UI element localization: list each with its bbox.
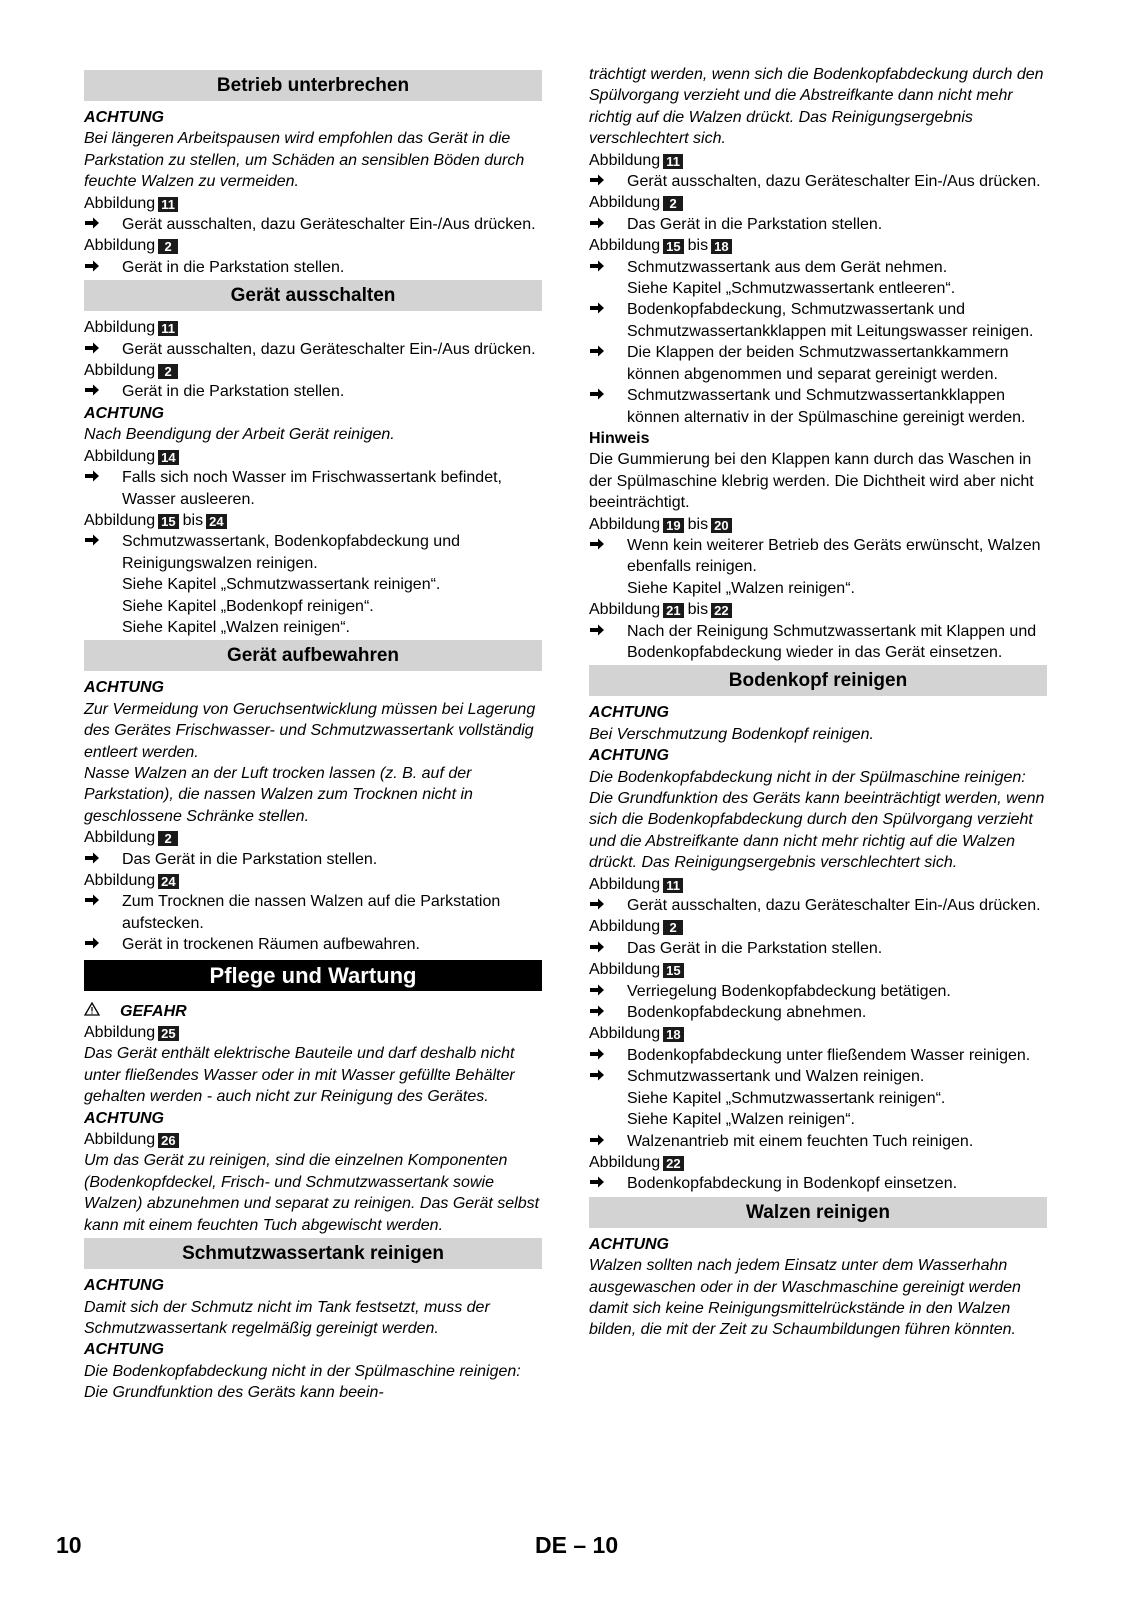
figure-number: 21: [663, 603, 683, 618]
figure-reference: [84, 446, 542, 467]
paragraph: Die Gummierung bei den Klappen kann durch das Waschen in der Spülmaschine klebrig werden. Die Dichtheit wird aber nicht beeinträchtigt.: [589, 451, 1034, 512]
figure-number: 26: [158, 1133, 178, 1148]
arrow-right-icon: [84, 467, 104, 488]
instruction-step: [84, 381, 542, 402]
figure-range-joiner: bis: [687, 237, 709, 255]
instruction-step: [84, 531, 542, 574]
cross-reference: Siehe Kapitel „Bodenkopf reinigen“.: [122, 597, 374, 615]
figure-reference: [84, 1022, 542, 1043]
instruction-text: Das Gerät in die Parkstation stellen.: [627, 215, 883, 233]
danger-label: [84, 1001, 542, 1022]
figure-reference: [589, 514, 1047, 535]
italic-paragraph: Bei Verschmutzung Bodenkopf reinigen.: [589, 725, 874, 743]
italic-paragraph: Das Gerät enthält elektrische Bauteile und darf deshalb nicht unter fließendes Wasser oder in mit Wasser gefüllte Behälter gehalten werden - auch nicht zur Reinigung des Gerätes.: [84, 1045, 515, 1106]
arrow-right-icon: [589, 535, 609, 556]
arrow-right-icon: [589, 214, 609, 235]
figure-label: Abbildung: [589, 194, 661, 212]
instruction-text: Wenn kein weiterer Betrieb des Geräts erwünscht, Walzen ebenfalls reinigen.: [627, 536, 1041, 576]
italic-paragraph: Zur Vermeidung von Geruchsentwicklung müssen bei Lagerung des Gerätes Frischwasser- und Schmutzwassertank vollständig entleert werden.: [84, 700, 536, 761]
figure-label: Abbildung: [589, 1153, 661, 1171]
arrow-right-icon: [84, 381, 104, 402]
warning-label: ACHTUNG: [589, 747, 669, 765]
arrow-right-icon: [84, 531, 104, 552]
figure-label: Abbildung: [84, 447, 156, 465]
arrow-right-icon: [589, 621, 609, 642]
warning-label: ACHTUNG: [84, 1109, 164, 1127]
figure-number: 14: [158, 450, 178, 465]
figure-number: 2: [158, 831, 178, 846]
figure-reference: [589, 235, 1047, 256]
figure-number: 20: [711, 518, 731, 533]
figure-label: Abbildung: [589, 1025, 661, 1043]
figure-label: Abbildung: [84, 511, 156, 529]
figure-label: Abbildung: [589, 237, 661, 255]
figure-number: 2: [158, 239, 178, 254]
instruction-step: [589, 1066, 1047, 1087]
figure-reference: [84, 235, 542, 256]
figure-reference: [589, 192, 1047, 213]
arrow-right-icon: [589, 1173, 609, 1194]
figure-label: Abbildung: [84, 872, 156, 889]
instruction-step: [589, 895, 1047, 916]
arrow-right-icon: [589, 1131, 609, 1152]
warning-label: ACHTUNG: [84, 404, 164, 422]
cross-reference: Siehe Kapitel „Walzen reinigen“.: [627, 579, 855, 597]
instruction-text: Das Gerät in die Parkstation stellen.: [122, 850, 378, 868]
instruction-text: Walzenantrieb mit einem feuchten Tuch reinigen.: [627, 1132, 974, 1150]
figure-reference: [84, 317, 542, 338]
figure-label: Abbildung: [589, 875, 661, 893]
figure-reference: [589, 1152, 1047, 1173]
arrow-right-icon: [84, 257, 104, 278]
warning-label: ACHTUNG: [589, 704, 669, 722]
arrow-right-icon: [589, 1045, 609, 1066]
instruction-text: Schmutzwassertank und Schmutzwassertankklappen können alternativ in der Spülmaschine gereinigt werden.: [627, 387, 1026, 426]
instruction-step: [589, 1002, 1047, 1023]
instruction-text: Verriegelung Bodenkopfabdeckung betätigen.: [627, 982, 951, 1000]
instruction-step: [84, 934, 542, 955]
section-heading: Schmutzwassertank reinigen: [84, 1238, 542, 1269]
figure-reference: [589, 959, 1047, 980]
page-number: 10: [56, 1532, 82, 1558]
figure-number: 24: [206, 514, 226, 529]
instruction-step: [84, 849, 542, 870]
danger-text: GEFAHR: [120, 1002, 187, 1020]
figure-reference: [589, 599, 1047, 620]
italic-paragraph: Nasse Walzen an der Luft trocken lassen (z. B. auf der Parkstation), die nassen Walzen zum Trocknen nicht in geschlossene Schränke stellen.: [84, 764, 473, 825]
figure-label: Abbildung: [589, 961, 661, 979]
figure-range-joiner: bis: [687, 601, 709, 619]
arrow-right-icon: [84, 339, 104, 360]
arrow-right-icon: [84, 214, 104, 235]
italic-paragraph: Nach Beendigung der Arbeit Gerät reinigen.: [84, 426, 395, 444]
instruction-step: [589, 214, 1047, 235]
instruction-step: [589, 1045, 1047, 1066]
instruction-text: Bodenkopfabdeckung abnehmen.: [627, 1004, 867, 1022]
figure-number: 2: [663, 920, 683, 935]
figure-reference: [589, 874, 1047, 895]
figure-label: Abbildung: [84, 362, 156, 380]
instruction-text: Gerät ausschalten, dazu Geräteschalter Ein-/Aus drücken.: [122, 340, 536, 358]
figure-number: 11: [158, 197, 178, 212]
instruction-step: [84, 257, 542, 278]
note-label: Hinweis: [589, 429, 650, 447]
instruction-step: [589, 257, 1047, 278]
instruction-text: Die Klappen der beiden Schmutzwassertankkammern können abgenommen und separat gereinigt werden.: [627, 344, 1009, 383]
instruction-text: Falls sich noch Wasser im Frischwassertank befindet, Wasser ausleeren.: [122, 469, 502, 508]
page-label: DE – 10: [535, 1532, 619, 1558]
figure-number: 18: [711, 239, 731, 254]
figure-number: 24: [158, 874, 178, 889]
warning-label: ACHTUNG: [589, 1235, 669, 1253]
instruction-text: Gerät ausschalten, dazu Geräteschalter Ein-/Aus drücken.: [122, 216, 536, 234]
cross-reference: Siehe Kapitel „Walzen reinigen“.: [122, 618, 350, 636]
figure-reference: [589, 1023, 1047, 1044]
figure-label: Abbildung: [84, 319, 156, 337]
figure-number: 11: [158, 321, 178, 336]
figure-reference: [589, 150, 1047, 171]
section-heading: Gerät ausschalten: [84, 280, 542, 311]
section-heading: Betrieb unterbrechen: [84, 70, 542, 101]
warning-triangle-icon: [84, 1001, 106, 1022]
arrow-right-icon: [589, 1002, 609, 1023]
italic-paragraph: Die Bodenkopfabdeckung nicht in der Spülmaschine reinigen: Die Grundfunktion des Geräts kann beein-: [84, 1362, 521, 1402]
figure-range-joiner: bis: [182, 511, 204, 529]
instruction-step: [84, 339, 542, 360]
instruction-step: [589, 171, 1047, 192]
figure-reference: [589, 916, 1047, 937]
arrow-right-icon: [589, 1066, 609, 1087]
arrow-right-icon: [84, 934, 104, 955]
section-heading: Walzen reinigen: [589, 1197, 1047, 1228]
arrow-right-icon: [84, 891, 104, 912]
figure-label: Abbildung: [84, 237, 156, 255]
left-column: [84, 68, 542, 1404]
figure-label: Abbildung: [84, 1024, 156, 1042]
instruction-text: Das Gerät in die Parkstation stellen.: [627, 939, 883, 957]
instruction-text: Gerät in trockenen Räumen aufbewahren.: [122, 936, 420, 954]
instruction-step: [589, 1131, 1047, 1152]
figure-label: Abbildung: [84, 829, 156, 847]
section-heading: Bodenkopf reinigen: [589, 665, 1047, 696]
italic-paragraph: Walzen sollten nach jedem Einsatz unter dem Wasserhahn ausgewaschen oder in der Waschmaschine gereinigt werden damit sich keine Reinigungsmittelrückstände in den Walzen bilden, die mit der Zeit zu Schaumbildungen führen könnten.: [589, 1257, 1021, 1339]
arrow-right-icon: [84, 849, 104, 870]
figure-range-joiner: bis: [687, 515, 709, 533]
instruction-text: Bodenkopfabdeckung in Bodenkopf einsetzen.: [627, 1175, 958, 1193]
figure-label: Abbildung: [589, 515, 661, 533]
figure-number: 11: [663, 878, 683, 893]
section-heading: Gerät aufbewahren: [84, 640, 542, 671]
cross-reference: Siehe Kapitel „Walzen reinigen“.: [627, 1111, 855, 1129]
figure-reference: [84, 1129, 542, 1150]
warning-label: ACHTUNG: [84, 1277, 164, 1295]
figure-number: 11: [663, 154, 683, 169]
arrow-right-icon: [589, 299, 609, 320]
arrow-right-icon: [589, 257, 609, 278]
figure-label: Abbildung: [589, 601, 661, 619]
instruction-text: Nach der Reinigung Schmutzwassertank mit Klappen und Bodenkopfabdeckung wieder in das Gerät einsetzen.: [627, 622, 1037, 661]
figure-number: 15: [158, 514, 178, 529]
instruction-text: Schmutzwassertank, Bodenkopfabdeckung und Reinigungswalzen reinigen.: [122, 533, 460, 572]
figure-number: 25: [158, 1026, 178, 1041]
instruction-text: Gerät ausschalten, dazu Geräteschalter Ein-/Aus drücken.: [627, 897, 1041, 915]
italic-paragraph: Um das Gerät zu reinigen, sind die einzelnen Komponenten (Bodenkopfdeckel, Frisch- und Schmutzwassertank sowie Walzen) abzunehmen und separat zu reinigen. Das Gerät selbst kann mit einem feuchten Tuch abgewischt werden.: [84, 1152, 540, 1234]
arrow-right-icon: [589, 342, 609, 363]
instruction-step: [589, 535, 1047, 578]
warning-label: ACHTUNG: [84, 1341, 164, 1359]
italic-paragraph: Die Bodenkopfabdeckung nicht in der Spülmaschine reinigen: Die Grundfunktion des Geräts kann beeinträchtigt werden, wenn sich die Bodenkopfabdeckung durch den Spülvorgang verzieht und die Abstreifkante dann nicht mehr richtig auf die Walzen drückt. Das Reinigungsergebnis verschlechtert sich.: [589, 768, 1045, 872]
figure-reference: [84, 827, 542, 848]
instruction-step: [589, 938, 1047, 959]
figure-reference: [84, 870, 542, 891]
cross-reference: Siehe Kapitel „Schmutzwassertank reinigen“.: [627, 1089, 946, 1107]
cross-reference: Siehe Kapitel „Schmutzwassertank reinigen“.: [122, 576, 441, 594]
italic-paragraph: Bei längeren Arbeitspausen wird empfohlen das Gerät in die Parkstation zu stellen, um Schäden an sensiblen Böden durch feuchte Walzen zu vermeiden.: [84, 130, 525, 191]
warning-label: ACHTUNG: [84, 109, 164, 126]
figure-label: Abbildung: [589, 918, 661, 936]
figure-number: 22: [711, 603, 731, 618]
chapter-heading: Pflege und Wartung: [84, 960, 542, 991]
instruction-text: Bodenkopfabdeckung unter fließendem Wasser reinigen.: [627, 1046, 1031, 1064]
instruction-step: [589, 981, 1047, 1002]
italic-paragraph: trächtigt werden, wenn sich die Bodenkopfabdeckung durch den Spülvorgang verzieht und die Abstreifkante dann nicht mehr richtig auf die Walzen drückt. Das Reinigungsergebnis verschlechtert sich.: [589, 66, 1044, 148]
figure-label: Abbildung: [84, 1131, 156, 1149]
figure-number: 18: [663, 1027, 683, 1042]
figure-number: 15: [663, 239, 683, 254]
instruction-text: Bodenkopfabdeckung, Schmutzwassertank und Schmutzwassertankklappen mit Leitungswasser reinigen.: [627, 301, 1034, 340]
figure-number: 2: [663, 196, 683, 211]
italic-paragraph: Damit sich der Schmutz nicht im Tank festsetzt, muss der Schmutzwassertank regelmäßig gereinigt werden.: [84, 1298, 490, 1337]
instruction-step: [84, 467, 542, 510]
figure-number: 15: [663, 963, 683, 978]
arrow-right-icon: [589, 938, 609, 959]
instruction-step: [589, 621, 1047, 664]
instruction-step: [589, 385, 1047, 428]
arrow-right-icon: [589, 895, 609, 916]
figure-reference: [84, 510, 542, 531]
arrow-right-icon: [589, 171, 609, 192]
figure-reference: [84, 360, 542, 381]
cross-reference: Siehe Kapitel „Schmutzwassertank entleeren“.: [627, 280, 956, 298]
instruction-text: Schmutzwassertank aus dem Gerät nehmen.: [627, 258, 948, 276]
instruction-text: Gerät in die Parkstation stellen.: [122, 383, 345, 401]
warning-label: ACHTUNG: [84, 679, 164, 697]
arrow-right-icon: [589, 981, 609, 1002]
figure-number: 22: [663, 1156, 683, 1171]
instruction-text: Gerät in die Parkstation stellen.: [122, 258, 345, 276]
instruction-step: [84, 891, 542, 934]
instruction-step: [84, 214, 542, 235]
instruction-text: Gerät ausschalten, dazu Geräteschalter Ein-/Aus drücken.: [627, 173, 1041, 191]
figure-label: Abbildung: [84, 194, 156, 212]
instruction-step: [589, 342, 1047, 385]
figure-number: 2: [158, 364, 178, 379]
figure-number: 19: [663, 518, 683, 533]
right-column: [589, 64, 1047, 1341]
figure-label: Abbildung: [589, 151, 661, 169]
figure-reference: [84, 193, 542, 214]
instruction-step: [589, 1173, 1047, 1194]
arrow-right-icon: [589, 385, 609, 406]
instruction-text: Zum Trocknen die nassen Walzen auf die Parkstation aufstecken.: [122, 893, 501, 932]
instruction-text: Schmutzwassertank und Walzen reinigen.: [627, 1068, 925, 1086]
instruction-step: [589, 299, 1047, 342]
